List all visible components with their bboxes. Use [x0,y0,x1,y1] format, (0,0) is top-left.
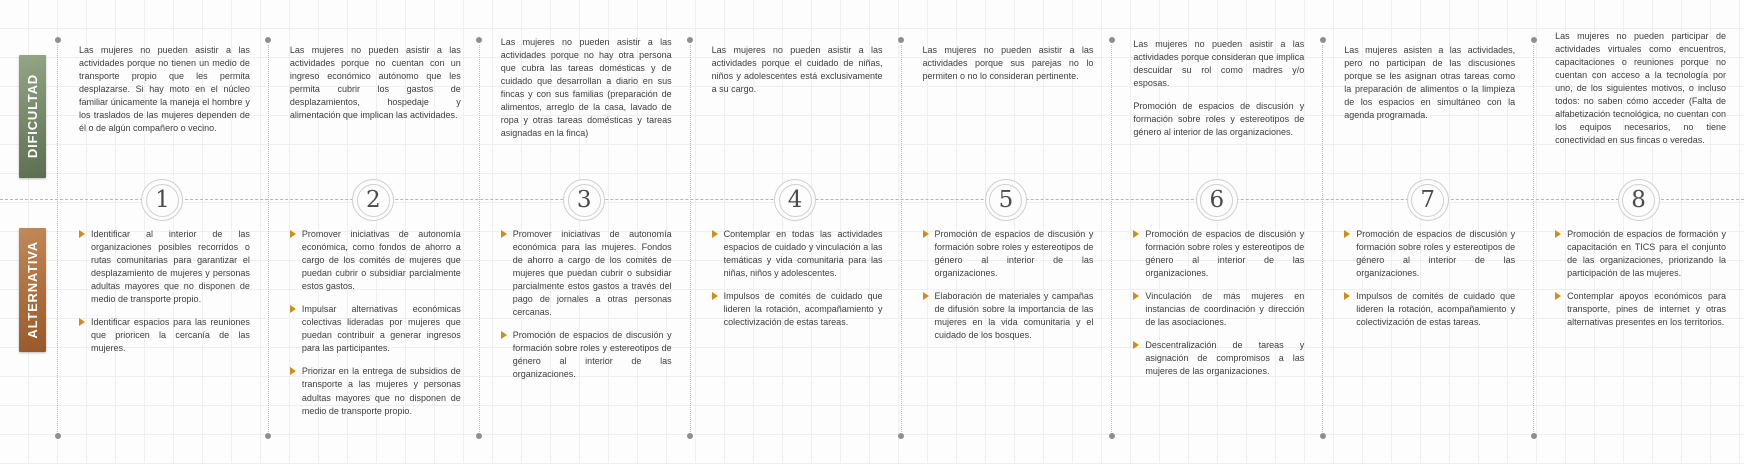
divider-end-dot [1531,433,1537,439]
step-number-inner-ring [146,184,179,217]
divider-end-dot [687,433,693,439]
list-item [290,365,461,417]
step-number-inner-ring [1200,184,1233,217]
step-number: 1 [155,186,170,213]
column-7 [1322,0,1533,464]
list-item [290,228,461,293]
list-item [79,228,250,306]
step-circle-row [901,178,1112,222]
list-item [923,228,1094,280]
step-circle-row [268,178,479,222]
alternative-text: Identificar al interior de las organizaciones posibles recorridos o rutas comunitarias para garantizar el desplazamiento de mujeres y personas adultas mayores que no disponen de medio de transporte propio. [91,229,250,305]
list-item [1555,290,1726,329]
column-divider-dotted-line [57,45,58,432]
divider-end-dot [1109,37,1115,43]
columns-container [57,0,1744,464]
list-item [1555,228,1726,280]
step-circle-row [1533,178,1744,222]
column-2 [268,0,479,464]
alternative-text: Promoción de espacios de discusión y formación sobre roles y estereotipos de género al interior de las organizaciones. [934,229,1094,279]
alternative-section [690,222,901,329]
alternative-text: Descentralización de tareas y asignación de compromisos a las mujeres de las organizaciones. [1145,340,1305,377]
step-number-inner-ring [1411,184,1444,217]
divider-end-dot [898,433,904,439]
step-number-badge [774,179,816,221]
divider-end-dot [1109,433,1115,439]
divider-end-dot [1320,37,1326,43]
step-number-inner-ring [1622,184,1655,217]
bullet-triangle-icon [1555,230,1561,238]
bullet-triangle-icon [79,318,85,326]
bullet-triangle-icon [501,230,507,238]
difficulty-section [690,0,901,178]
list-item [923,290,1094,342]
column-divider-dotted-line [1111,45,1112,432]
bullet-triangle-icon [712,292,718,300]
difficulty-text: Las mujeres no pueden participar de actividades virtuales como encuentros, capacitaciones o reuniones porque no cuentan con acceso a la tecnología por uno, de los siguientes motivos, o incluso todos: no saben cómo acceder (Falta de alfabetización tecnológica, no cuentan con los equipos necesarios, no tiene conectividad en sus fincas o veredas. [1555,31,1726,146]
divider-end-dot [898,37,904,43]
step-number-inner-ring [568,184,601,217]
divider-end-dot [55,433,61,439]
dificultad-label-text: DIFICULTAD [25,74,40,159]
alternativa-label-text: ALTERNATIVA [25,241,40,339]
step-number-badge [141,179,183,221]
list-item [712,228,883,280]
column-8 [1533,0,1744,464]
step-number-badge [1196,179,1238,221]
step-number-inner-ring [989,184,1022,217]
difficulty-section [268,0,479,178]
list-item [1133,339,1304,378]
alternative-text: Promover iniciativas de autonomía económica, como fondos de ahorro a cargo de los comités de mujeres que puedan cubrir o subsidiar parcialmente estos gastos. [301,229,461,292]
difficulty-text: Las mujeres no pueden asistir a las actividades porque consideran que implica descuidar su rol como madres y/o esposas. [1133,39,1305,89]
step-number-inner-ring [779,184,812,217]
step-number-badge [1407,179,1449,221]
step-number-badge [1618,179,1660,221]
difficulty-section [1322,0,1533,178]
column-divider-dotted-line [690,45,691,432]
difficulty-section [901,0,1112,178]
alternative-section [268,222,479,418]
step-number-inner-ring [357,184,390,217]
step-number: 8 [1631,186,1646,213]
step-number: 7 [1420,186,1435,213]
alternative-text: Promoción de espacios de discusión y formación sobre roles y estereotipos de género al interior de las organizaciones. [1145,229,1305,279]
step-number-badge [985,179,1027,221]
list-item [290,303,461,355]
list-item [712,290,883,329]
difficulty-text: Promoción de espacios de discusión y formación sobre roles y estereotipos de género al interior de las organizaciones. [1133,101,1305,138]
step-number: 6 [1209,186,1225,213]
list-item [501,228,672,319]
alternative-text: Promoción de espacios de formación y capacitación en TICS para el conjunto de las organizaciones, priorizando la participación de las mujeres. [1567,229,1726,279]
bullet-triangle-icon [290,230,296,238]
bullet-triangle-icon [923,230,929,238]
alternative-section [1322,222,1533,329]
bullet-triangle-icon [1555,292,1561,300]
alternative-section [901,222,1112,342]
difficulty-section [479,0,690,178]
alternative-text: Impulsos de comités de cuidado que lideren la rotación, acompañamiento y colectivización de estas tareas. [723,291,883,328]
column-divider-dotted-line [1322,45,1323,432]
alternative-text: Promover iniciativas de autonomía económica para las mujeres. Fondos de ahorro a cargo de los comités de mujeres que puedan cubrir o subsidiar parcialmente estos gastos a través del pago de jornales a otras personas cercanas. [512,229,672,318]
alternative-text: Priorizar en la entrega de subsidios de transporte a las mujeres y personas adultas mayores que no disponen de medio de transporte propio. [301,366,461,416]
alternative-text: Identificar espacios para las reuniones que prioricen la cercanía de las mujeres. [91,317,250,354]
difficulty-text: Las mujeres no pueden asistir a las actividades porque no cuentan con un ingreso económico autónomo que les permita cubrir los gastos de desplazamientos, hospedaje y alimentación que implican las actividades. [289,45,461,121]
bullet-triangle-icon [712,230,718,238]
step-circle-row [690,178,901,222]
bullet-triangle-icon [1133,292,1139,300]
list-item [1133,290,1304,329]
alternative-text: Promoción de espacios de discusión y formación sobre roles y estereotipos de género al interior de las organizaciones. [1356,229,1516,279]
column-divider-dotted-line [1533,45,1534,432]
bullet-triangle-icon [1133,341,1139,349]
alternative-section [1111,222,1322,378]
divider-end-dot [1320,433,1326,439]
divider-end-dot [1531,37,1537,43]
bullet-triangle-icon [1133,230,1139,238]
step-circle-row [1322,178,1533,222]
bullet-triangle-icon [1344,230,1350,238]
step-number-badge [563,179,605,221]
difficulty-text: Las mujeres no pueden asistir a las actividades porque no tienen un medio de transporte propio que les permita desplazarse. Si hay moto en el núcleo familiar únicamente la maneja el hombre y los traslados de las mujeres dependen de él o de algún compañero o vecino. [79,45,250,134]
alternative-section [1533,222,1744,329]
alternative-text: Contemplar apoyos económicos para transporte, pines de internet y otras alternativas presentes en los territorios. [1567,291,1726,328]
divider-end-dot [476,433,482,439]
column-3 [479,0,690,464]
step-number-badge [352,179,394,221]
difficulty-section [1111,0,1322,178]
alternative-text: Vinculación de más mujeres en instancias de coordinación y dirección de las asociaciones. [1145,291,1305,328]
bullet-triangle-icon [923,292,929,300]
step-number: 4 [787,186,803,213]
bullet-triangle-icon [290,367,296,375]
step-number: 2 [365,186,381,213]
bullet-triangle-icon [501,331,507,339]
difficulty-text: Las mujeres asisten a las actividades, pero no participan de las discusiones porque se les asignan otras tareas como la preparación de alimentos o la limpieza de los espacios en simultáneo con la agenda programada. [1344,45,1516,121]
column-1 [57,0,268,464]
column-4 [690,0,901,464]
alternative-text: Contemplar en todas las actividades espacios de cuidado y vinculación a las temáticas y vida comunitaria para las niñas, niños y adolescentes. [723,229,883,279]
list-item [1344,228,1515,280]
alternative-section [479,222,690,382]
step-circle-row [479,178,690,222]
list-item [1344,290,1515,329]
alternative-text: Promoción de espacios de discusión y formación sobre roles y estereotipos de género al interior de las organizaciones. [512,330,672,380]
alternative-text: Elaboración de materiales y campañas de difusión sobre la importancia de las mujeres en la vida comunitaria y el cuidado de los bosques. [934,291,1094,341]
divider-end-dot [265,433,271,439]
alternative-section [57,222,268,355]
list-item [79,316,250,355]
list-item [1133,228,1304,280]
bullet-triangle-icon [290,305,296,313]
step-number: 3 [576,186,592,213]
divider-end-dot [55,37,61,43]
dificultad-row-label [19,55,46,178]
difficulty-text: Las mujeres no pueden asistir a las actividades porque sus parejas no lo permiten o no lo consideran pertinente. [922,45,1094,82]
alternativa-row-label [19,228,46,352]
alternative-text: Impulsos de comités de cuidado que lideren la rotación, acompañamiento y colectivización de estas tareas. [1356,291,1516,328]
step-circle-row [57,178,268,222]
list-item [501,329,672,381]
column-divider-dotted-line [901,45,902,432]
alternative-text: Impulsar alternativas económicas colectivas lideradas por mujeres que puedan contribuir a generar ingresos para las participantes. [301,304,461,354]
step-number: 5 [998,186,1014,213]
bullet-triangle-icon [79,230,85,238]
difficulty-text: Las mujeres no pueden asistir a las actividades porque el cuidado de niñas, niños y adolescentes está exclusivamente a su cargo. [711,45,883,95]
column-5 [901,0,1112,464]
difficulty-section [1533,0,1744,178]
column-divider-dotted-line [479,45,480,432]
difficulty-text: Las mujeres no pueden asistir a las actividades porque no hay otra persona que cubra las tareas domésticas y de cuidado que desarrollan a diario en sus fincas y con sus familias (preparación de alimentos, arreglo de la casa, lavado de ropa y otras tareas domésticas y tareas asignadas en la finca) [500,37,672,139]
bullet-triangle-icon [1344,292,1350,300]
difficulty-section [57,0,268,178]
column-divider-dotted-line [268,45,269,432]
column-6 [1111,0,1322,464]
step-circle-row [1111,178,1322,222]
